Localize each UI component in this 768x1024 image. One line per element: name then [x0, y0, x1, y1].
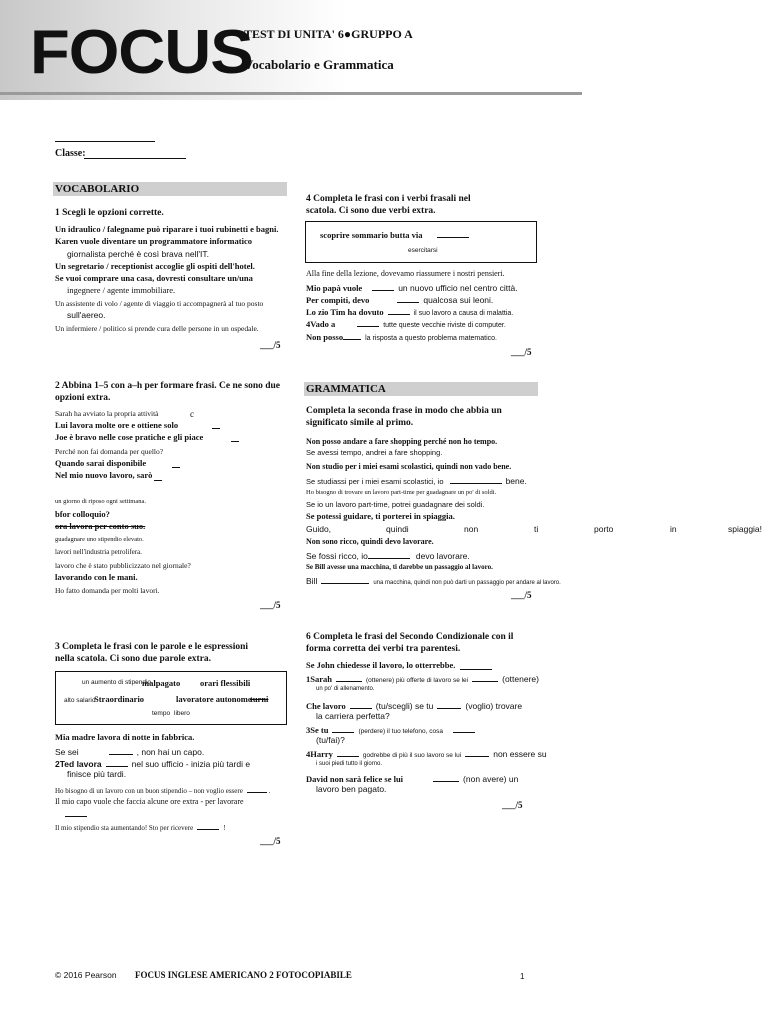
ex5-word: non [464, 524, 479, 534]
class-label: Classe: [55, 148, 86, 159]
ex1-line[interactable]: Un infermiere / politico si prende cura delle persone in un ospedale. [55, 324, 259, 333]
word-box-ex4 [305, 221, 537, 263]
ex6-line: la carriera perfetta? [316, 711, 390, 721]
ex2-line: Perché non fai domanda per quello? [55, 447, 164, 456]
ex5-line: Ho bisogno di trovare un lavoro part-time per guadagnare un po' di soldi. [306, 489, 497, 496]
ex4-blank[interactable] [357, 317, 379, 327]
ex4-line [306, 317, 506, 331]
ex2-option: lavoro che è stato pubblicizzato nel giornale? [55, 561, 191, 570]
ex4-line [306, 330, 497, 344]
ex6-text: non essere su [493, 749, 547, 759]
ex6-text: David non sarà felice se lui [306, 774, 404, 784]
ex6-text: (ottenere) più offerte di lavoro se lei [365, 677, 469, 684]
ex5-line: Guido, [306, 524, 332, 534]
ex3-text: 2Ted lavora [55, 759, 102, 769]
grammar-heading: GRAMMATICA [304, 382, 538, 396]
ex5-word: in [670, 524, 677, 534]
ex6-line [306, 672, 539, 686]
ex6-blank[interactable] [437, 699, 461, 709]
ex6-text: 4Harry [306, 749, 333, 759]
ex3-line [55, 820, 226, 834]
ex5-line: Non posso andare a fare shopping perché non ho tempo. [306, 437, 498, 446]
ex3-blank[interactable] [106, 757, 128, 767]
ex1-line[interactable]: Un idraulico / falegname può riparare i tuoi rubinetti e bagni. [55, 224, 279, 234]
ex3-line: Ho bisogno di un lavoro con un buon stipendio – non voglio essere . [55, 783, 270, 797]
ex6-text: (non avere) un [463, 774, 519, 784]
ex4-score: ___/5 [511, 347, 532, 357]
header-rule [0, 92, 582, 95]
ex3-line: finisce più tardi. [67, 769, 127, 779]
footer-series: FOCUS INGLESE AMERICANO 2 FOTOCOPIABILE [135, 970, 352, 980]
ex5-line: Se avessi tempo, andrei a fare shopping. [306, 448, 443, 457]
ex5-word: spiaggia! [728, 524, 763, 534]
focus-logo: FOCUS [30, 18, 253, 87]
ex3-text: , non hai un capo. [136, 747, 205, 757]
word-box-item: malpagato [142, 678, 181, 688]
ex3-blank[interactable] [109, 745, 133, 755]
ex6-blank[interactable] [350, 699, 372, 709]
ex4-text: il suo lavoro a causa di malattia. [413, 310, 514, 317]
ex4-text: Per compiti, devo [306, 295, 370, 305]
ex2-option: guadagnare uno stipendio elevato. [55, 536, 144, 543]
ex6-blank[interactable] [433, 772, 459, 782]
ex2-option: lavorando con le mani. [55, 572, 138, 582]
word-box-rule [437, 237, 469, 238]
ex4-title: 4 Completa le frasi con i verbi frasali nel [306, 194, 471, 204]
ex2-option: Ho fatto domanda per molti lavori. [55, 586, 160, 595]
ex3-blank[interactable] [197, 820, 219, 830]
ex4-text: Mio papà vuole [306, 283, 363, 293]
ex4-blank[interactable] [372, 281, 394, 291]
ex6-text: 3Se tu [306, 725, 329, 735]
ex6-text: (tu/scegli) se tu [375, 701, 434, 711]
ex5-word: quindi [386, 524, 409, 534]
ex5-text: bene. [505, 476, 527, 486]
ex3-text: nel suo ufficio - inizia più tardi e [131, 759, 251, 769]
ex2-option: bfor colloquio? [55, 509, 110, 519]
word-box-item: Straordinario [94, 694, 145, 704]
ex1-line[interactable]: Un segretario / receptionist accoglie gli ospiti dell'hotel. [55, 261, 255, 271]
ex6-title: forma corretta dei verbi tra parentesi. [306, 644, 461, 654]
ex5-score: ___/5 [511, 590, 532, 600]
word-box-item: libero [174, 710, 190, 717]
ex5-line [306, 574, 561, 589]
ex6-text: 1Sarah [306, 674, 332, 684]
ex2-blank[interactable] [172, 467, 180, 468]
ex6-line [306, 747, 547, 761]
ex5-line: Se io un lavoro part-time, potrei guadagnare dei soldi. [306, 500, 485, 509]
ex6-blank[interactable] [337, 747, 359, 757]
word-box-item: scoprire sommario butta via [320, 230, 423, 240]
ex5-text: Se studiassi per i miei esami scolastici, io [306, 477, 444, 486]
word-box-item: turni [250, 694, 269, 704]
ex5-blank[interactable] [450, 474, 502, 484]
ex6-line: (tu/fai)? [316, 735, 345, 745]
ex6-blank[interactable] [472, 672, 498, 682]
ex4-text: qualcosa sui leoni. [423, 295, 494, 305]
ex5-line: Non sono ricco, quindi devo lavorare. [306, 537, 434, 546]
ex3-line: Mia madre lavora di notte in fabbrica. [55, 732, 195, 742]
ex2-line: Lui lavora molte ore e ottiene solo [55, 420, 179, 430]
ex1-line: Se vuoi comprare una casa, dovresti consultare un/una [55, 273, 253, 283]
ex4-text: tutte queste vecchie riviste di computer. [383, 322, 506, 329]
ex3-text: Ho bisogno di un lavoro con un buon stipendio – non voglio essere [55, 787, 243, 795]
ex4-blank[interactable] [388, 305, 410, 315]
ex4-blank[interactable] [397, 293, 419, 303]
ex6-line: i suoi piedi tutto il giorno. [316, 761, 383, 767]
word-box-item: esercitarsi [408, 247, 438, 254]
ex2-blank[interactable] [231, 441, 239, 442]
ex4-title: scatola. Ci sono due verbi extra. [306, 206, 436, 216]
ex2-score: ___/5 [260, 600, 281, 610]
ex6-rule [460, 669, 492, 670]
ex2-line: Joe è bravo nelle cose pratiche e gli piace [55, 432, 204, 442]
vocab-heading: VOCABOLARIO [53, 182, 287, 196]
ex5-blank[interactable] [321, 574, 369, 584]
word-box-ex3 [55, 671, 287, 725]
ex6-blank[interactable] [453, 723, 475, 733]
class-field[interactable] [84, 158, 186, 159]
ex6-blank[interactable] [332, 723, 354, 733]
footer-copyright: © 2016 Pearson [55, 970, 117, 980]
ex5-line: Se potessi guidare, ti porterei in spiaggia. [306, 511, 455, 521]
ex4-line: Alla fine della lezione, dovevamo riassumere i nostri pensieri. [306, 269, 505, 278]
ex6-line: un po' di allenamento. [316, 686, 375, 692]
ex4-text: Lo zio Tim ha dovuto [306, 307, 384, 317]
ex5-text: una macchina, quindi non può darti un passaggio per andare al lavoro. [373, 580, 561, 586]
test-subtitle: Vocabolario e Grammatica [244, 57, 394, 72]
ex1-title: 1 Scegli le opzioni corrette. [55, 208, 164, 218]
ex3-title: 3 Completa le frasi con le parole e le espressioni [55, 642, 249, 652]
ex1-line: giornalista perché è così brava nell'IT. [67, 249, 209, 259]
ex4-text: la risposta a questo problema matematico. [365, 335, 497, 342]
ex6-title: 6 Completa le frasi del Secondo Condizionale con il [306, 632, 514, 642]
ex6-text: (perdere) il tuo telefono, cosa [358, 728, 443, 735]
ex2-line: Nel mio nuovo lavoro, sarò [55, 470, 153, 480]
ex1-score: ___/5 [260, 340, 281, 350]
ex6-text: (ottenere) [502, 674, 539, 684]
word-box-item: alto salario [64, 697, 96, 704]
ex5-word: ti [534, 524, 539, 534]
ex2-title: 2 Abbina 1–5 con a–h per formare frasi. Ce ne sono due [55, 381, 281, 391]
ex6-line: Se John chiedesse il lavoro, lo otterrebbe. [306, 660, 456, 670]
word-box-item: orari flessibili [200, 678, 251, 688]
ex3-title: nella scatola. Ci sono due parole extra. [55, 654, 212, 664]
ex5-line: Se Bill avesse una macchina, ti darebbe un passaggio al lavoro. [306, 563, 493, 571]
ex6-text: Che lavoro [306, 701, 346, 711]
ex1-line[interactable]: Un assistente di volo / agente di viaggio ti accompagnerà al tuo posto [55, 299, 264, 308]
ex5-line: Non studio per i miei esami scolastici, quindi non vado bene. [306, 462, 512, 471]
ex5-text: devo lavorare. [415, 551, 470, 561]
ex6-text: (voglio) trovare [465, 701, 523, 711]
ex2-title: opzioni extra. [55, 393, 111, 403]
footer-page-number: 1 [520, 972, 525, 981]
ex2-mark: c [190, 409, 194, 419]
ex3-text: Se sei [55, 747, 79, 757]
ex5-title: Completa la seconda frase in modo che abbia un [306, 406, 502, 416]
word-box-item: lavoratore autonomo [176, 694, 253, 704]
ex2-option: lavori nell'industria petrolifera. [55, 548, 142, 556]
ex2-option: ora lavora per conto suo. [55, 521, 146, 531]
ex3-score: ___/5 [260, 836, 281, 846]
ex1-line[interactable]: ingegnere / agente immobiliare. [67, 285, 176, 295]
ex5-word: porto [594, 524, 614, 534]
ex2-line: Quando sarai disponibile [55, 458, 147, 468]
test-title: TEST DI UNITA' 6●GRUPPO A [244, 27, 413, 41]
ex6-score: ___/5 [502, 800, 523, 810]
ex3-line: Il mio capo vuole che faccia alcune ore extra - per lavorare [55, 797, 244, 806]
ex1-line: sull'aereo. [67, 310, 106, 320]
ex4-text: 4Vado a [306, 319, 336, 329]
ex6-blank[interactable] [465, 747, 489, 757]
ex4-text: un nuovo ufficio nel centro città. [398, 283, 518, 293]
ex5-blank[interactable] [368, 549, 410, 559]
ex5-text: Se fossi ricco, io [306, 551, 368, 561]
ex5-line [306, 474, 527, 487]
word-box-item: un aumento di stipendio [82, 679, 152, 686]
ex3-blank[interactable] [247, 783, 267, 793]
ex2-blank[interactable] [212, 428, 220, 429]
ex3-text: Il mio stipendio sta aumentando! Sto per ricevere [55, 824, 194, 832]
word-box-item: tempo [152, 710, 171, 717]
ex3-blank[interactable] [65, 816, 87, 817]
ex3-text: ! [223, 824, 226, 832]
ex4-text: Non posso [306, 332, 344, 342]
name-field[interactable] [55, 141, 155, 142]
ex2-blank[interactable] [154, 480, 162, 481]
ex2-line: Sarah ha avviato la propria attività [55, 409, 159, 418]
ex4-blank[interactable] [343, 330, 361, 340]
ex5-text: Bill [306, 576, 318, 586]
ex2-option: un giorno di riposo ogni settimana. [55, 498, 146, 505]
ex6-blank[interactable] [336, 672, 362, 682]
ex6-line: lavoro ben pagato. [316, 784, 387, 794]
ex5-line [306, 549, 470, 562]
ex5-title: significato simile al primo. [306, 418, 414, 428]
ex6-text: godrebbe di più il suo lavoro se lui [362, 752, 462, 759]
ex1-line[interactable]: Karen vuole diventare un programmatore informatico [55, 236, 252, 246]
